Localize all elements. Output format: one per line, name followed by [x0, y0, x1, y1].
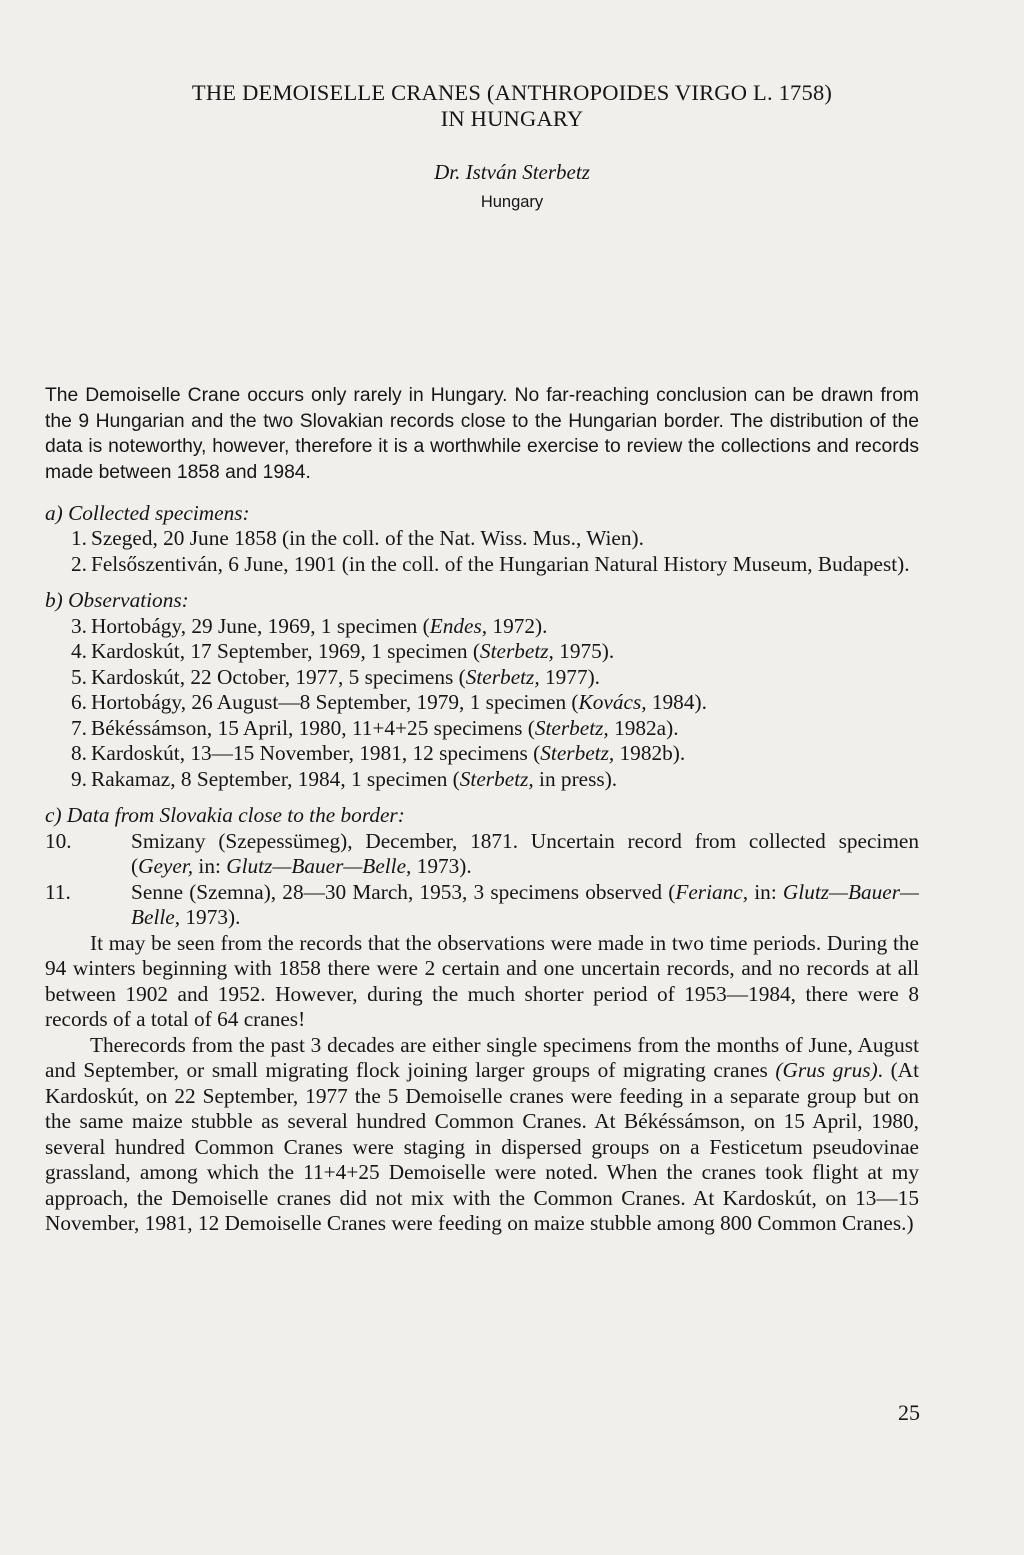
- item-number: 11.: [45, 879, 71, 904]
- list-item: [45, 767, 919, 793]
- item-number: 6.: [71, 690, 87, 715]
- list-item: [45, 716, 919, 742]
- citation-year: 1973).: [180, 905, 241, 930]
- item-text: Kardoskút, 17 September, 1969, 1 specimen (: [91, 639, 480, 664]
- citation-author: Kovács,: [578, 690, 647, 715]
- citation-year: 1975).: [553, 639, 615, 664]
- item-number: 5.: [71, 664, 87, 689]
- citation-source: Glutz—Bauer—Belle,: [226, 854, 412, 879]
- article-title: [0, 80, 1024, 132]
- item-text: Szeged, 20 June 1858 (in the coll. of the Nat. Wiss. Mus., Wien).: [91, 526, 644, 551]
- paragraph-records-periods: It may be seen from the records that the observations were made in two time periods. During the 94 winters beginning with 1858 there were 2 certain and one uncertain records, and no records at all between 1902 and 1952. However, during the much shorter period of 1953—1984, there were 8 records of a total of 64 cranes!: [45, 930, 919, 1032]
- item-text: Hortobágy, 26 August—8 September, 1979, 1 specimen (: [91, 690, 579, 715]
- citation-year: 1982a).: [608, 715, 679, 740]
- list-item: [45, 741, 919, 767]
- author-country: Hungary: [480, 193, 544, 211]
- title-line-1: THE DEMOISELLE CRANES (ANTHROPOIDES VIRGO L. 1758): [191, 80, 833, 105]
- item-text: Békéssámson, 15 April, 1980, 11+4+25 specimens (: [91, 715, 535, 740]
- item-number: 1.: [71, 526, 87, 551]
- title-line-2: IN HUNGARY: [440, 106, 584, 131]
- citation-in: in:: [748, 879, 783, 904]
- list-item: [45, 526, 919, 552]
- item-text: Senne (Szemna), 28—30 March, 1953, 3 specimens observed (: [131, 879, 676, 904]
- paragraph-text: Therecords from the past 3 decades are either single specimens from the months of June, August and September, or small migrating flock joining larger groups of migrating cranes: [45, 1032, 919, 1083]
- item-number: 9.: [71, 766, 87, 791]
- abstract: The Demoiselle Crane occurs only rarely in Hungary. No far-reaching conclusion can be drawn from the 9 Hungarian and the two Slovakian records close to the Hungarian border. The distribution of the data is noteworthy, however, therefore it is a worthwhile exercise to review the collections and records made between 1858 and 1984.: [45, 385, 919, 484]
- item-number: 7.: [71, 715, 87, 740]
- list-item: [45, 614, 919, 640]
- list-item: [45, 880, 919, 931]
- citation-author: Geyer,: [138, 854, 194, 879]
- citation-author: Sterbetz,: [534, 715, 609, 740]
- citation-year: 1972).: [487, 613, 548, 638]
- item-text: Smizany (Szepessümeg), December, 1871. Uncertain record from collected specimen (: [131, 828, 919, 879]
- section-heading-slovakia: c) Data from Slovakia close to the border:: [45, 803, 405, 828]
- item-text: Rakamaz, 8 September, 1984, 1 specimen (: [91, 766, 460, 791]
- item-number: 2.: [71, 551, 87, 576]
- item-text: Hortobágy, 29 June, 1969, 1 specimen (: [91, 613, 430, 638]
- list-item: [45, 665, 919, 691]
- list-item: [45, 639, 919, 665]
- item-number: 4.: [71, 639, 87, 664]
- citation-year: 1982b).: [614, 741, 686, 766]
- item-number: 8.: [71, 741, 87, 766]
- page-number: 25: [898, 1400, 920, 1425]
- paragraph-text: . (At Kardoskút, on 22 September, 1977 the 5 Demoiselle cranes were feeding in a separate group but on the same maize stubble as several hundred Common Cranes. At Békéssámson, on 15 April, 1980, several hundred Common Cranes were staging in dispersed groups on a Festicetum pseudovinae grassland, among which the 11+4+25 Demoiselle were noted. When the cranes took flight at my approach, the Demoiselle cranes did not mix with the Common Cranes. At Kardoskút, on 13—15 November, 1981, 12 Demoiselle Cranes were feeding on maize stubble among 800 Common Cranes.): [45, 1058, 919, 1236]
- species-latin-name: (Grus grus): [775, 1058, 878, 1083]
- list-item: [45, 690, 919, 716]
- citation-author: Sterbetz,: [465, 664, 540, 689]
- article-body: [45, 383, 919, 1237]
- author: Dr. István Sterbetz: [434, 160, 590, 184]
- item-text: Kardoskút, 22 October, 1977, 5 specimens (: [91, 664, 466, 689]
- citation-author: Sterbetz,: [540, 741, 615, 766]
- citation-author: Sterbetz,: [479, 639, 554, 664]
- list-item: [45, 552, 919, 578]
- citation-author: Ferianc,: [675, 879, 749, 904]
- citation-author: Endes,: [429, 613, 488, 638]
- item-number: 10.: [45, 828, 72, 853]
- citation-author: Sterbetz,: [459, 766, 534, 791]
- list-item: [45, 829, 919, 880]
- citation-in: in:: [193, 854, 227, 879]
- citation-year: in press).: [533, 766, 618, 791]
- citation-year: 1977).: [539, 664, 601, 689]
- section-heading-observations: b) Observations:: [45, 588, 189, 613]
- citation-source: Glutz—Bauer—Belle,: [131, 879, 919, 930]
- citation-year: 1973).: [411, 854, 472, 879]
- item-text: Felsőszentiván, 6 June, 1901 (in the coll. of the Hungarian Natural History Museum, Budapest).: [91, 551, 910, 576]
- item-number: 3.: [71, 613, 87, 638]
- citation-year: 1984).: [646, 690, 707, 715]
- section-heading-collected: a) Collected specimens:: [45, 500, 250, 525]
- item-text: Kardoskút, 13—15 November, 1981, 12 specimens (: [91, 741, 541, 766]
- paragraph-records-details: [45, 1033, 919, 1237]
